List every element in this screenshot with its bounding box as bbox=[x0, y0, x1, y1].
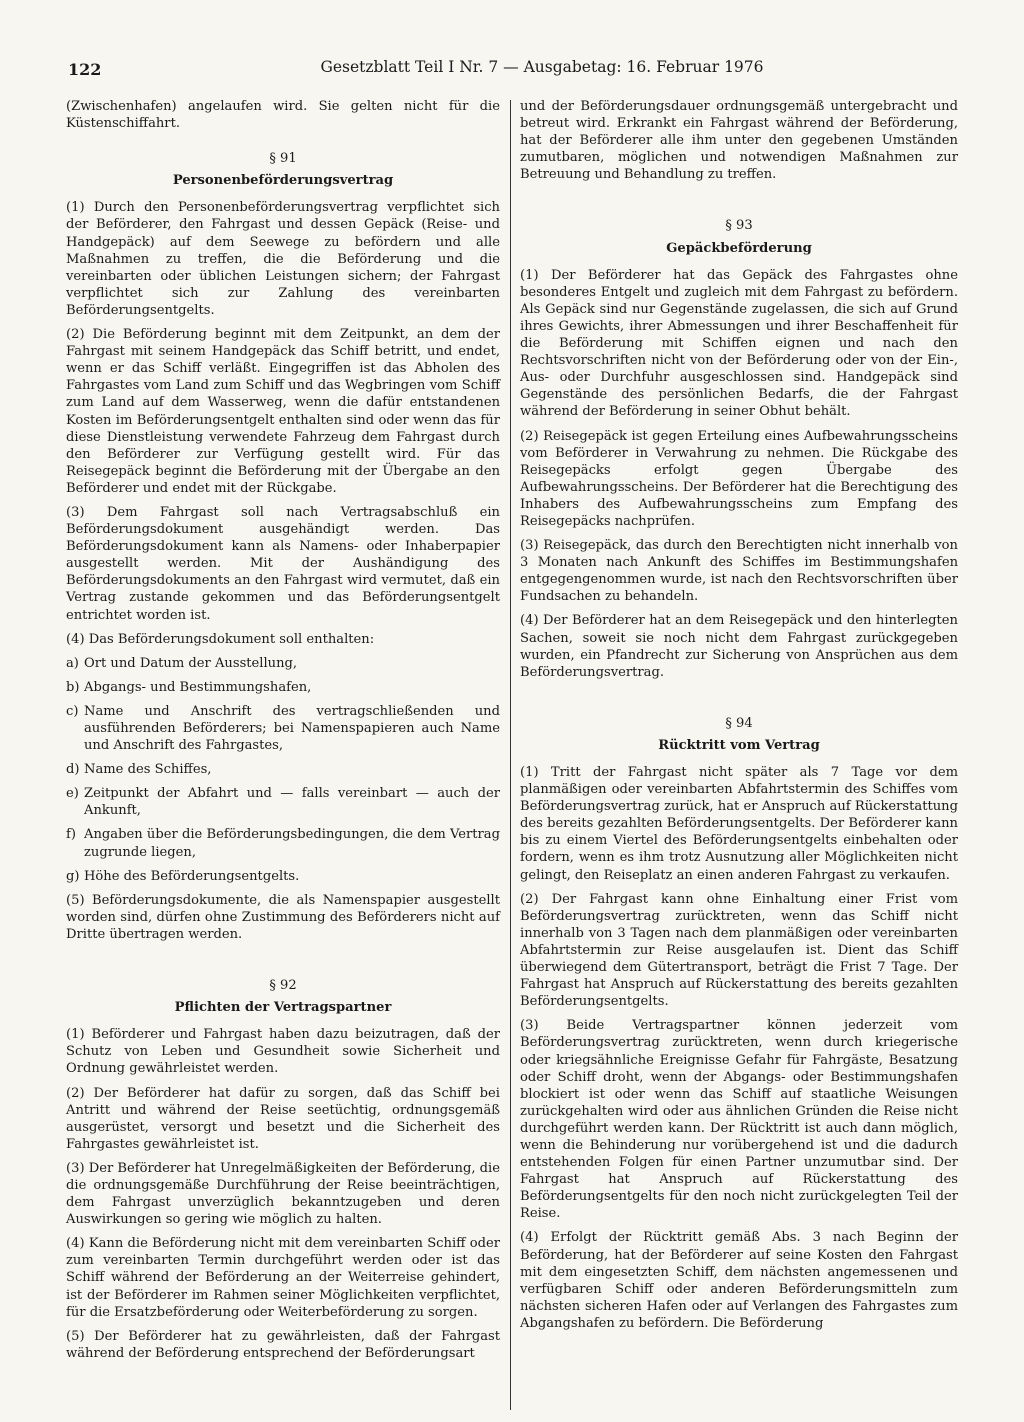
list-label: b) bbox=[66, 679, 80, 695]
list-item bbox=[66, 655, 500, 672]
paragraph: (2) Die Beförderung beginnt mit dem Zeitpunkt, an dem der Fahrgast mit seinem Handgepäck das Schiff betritt, und endet, wenn er das Schiff verläßt. Eingegriffen ist das Abholen des Fahrgastes vom Land zum Schiff und das Wegbringen vom Schiff zum Land auf dem Wasserweg, wenn die dafür entstandenen Kosten im Beförderungsentgelt enthalten sind oder wenn das für diese Dienstleistung verwendete Fahrzeug dem Fahrgast durch den Beförderer zur Verfügung gestellt wird. Für das Reisegepäck beginnt die Beförderung mit der Übergabe an den Beförderer und endet mit der Rückgabe. bbox=[66, 327, 500, 496]
section-number-91: § 91 bbox=[269, 151, 297, 167]
section-number-93: § 93 bbox=[725, 218, 753, 234]
list-text: Name und Anschrift des vertragschließenden und ausführenden Beförderers; bei Namenspapieren auch Name und Anschrift des Fahrgastes, bbox=[84, 703, 500, 754]
paragraph: (4) Erfolgt der Rücktritt gemäß Abs. 3 nach Beginn der Beförderung, hat der Beförderer auf seine Kosten den Fahrgast mit dem eingesetzten Schiff, dem nächsten angemessenen und verfügbaren Schiff oder anderen Beförderungsmitteln zum nächsten sicheren Hafen oder auf Verlangen des Fahrgastes zum Abgangshafen zu befördern. Die Beförderung bbox=[520, 1230, 958, 1331]
section-number-92: § 92 bbox=[269, 978, 297, 994]
list-item bbox=[66, 868, 500, 885]
list-label: g) bbox=[66, 868, 80, 884]
list-item bbox=[66, 761, 500, 778]
paragraph: (1) Der Beförderer hat das Gepäck des Fahrgastes ohne besonderes Entgelt und zugleich mit dem Fahrgast zu befördern. Als Gepäck sind nur Gegenstände zugelassen, die sich auf Grund ihres Gewichts, ihrer Abmessungen und ihrer Beschaffenheit für die Beförderung mit Schiffen eignen und nach den Rechtsvorschriften nicht von der Beförderung oder von der Ein-, Aus- oder Durchfuhr ausgeschlossen sind. Handgepäck sind Gegenstände des persönlichen Bedarfs, die der Fahrgast während der Beförderung in seiner Obhut behält. bbox=[520, 267, 958, 420]
continuation-paragraph: und der Beförderungsdauer ordnungsgemäß untergebracht und betreut wird. Erkrankt ein Fahrgast während der Beförderung, hat der Beförderer alle ihm unter den gegebenen Umständen zumutbaren, möglichen und notwendigen Maßnahmen zur Betreuung und Behandlung zu treffen. bbox=[520, 99, 958, 183]
list-item bbox=[66, 785, 500, 819]
paragraph: (5) Beförderungsdokumente, die als Namenspapier ausgestellt worden sind, dürfen ohne Zustimmung des Beförderers nicht auf Dritte übertragen werden. bbox=[66, 892, 500, 942]
paragraph: (3) Beide Vertragspartner können jederzeit vom Beförderungsvertrag zurücktreten, wenn durch kriegerische oder kriegsähnliche Ereignisse Gefahr für Fahrgäste, Besatzung oder Schiff droht, wenn der Abgangs- oder Bestimmungshafen blockiert ist oder wenn das Schiff auf staatliche Weisungen zurückgehalten wird oder aus ähnlichen Gründen die Reise nicht durchgeführt werden kann. Der Rücktritt ist auch dann möglich, wenn die Behinderung nur vorübergehend ist und die dadurch entstehenden Folgen für einen Partner unzumutbar sind. Der Fahrgast hat Anspruch auf Rückerstattung des Beförderungsentgelts für den noch nicht zurückgelegten Teil der Reise. bbox=[520, 1018, 958, 1222]
page-number: 122 bbox=[68, 60, 102, 79]
continuation-paragraph: (Zwischenhafen) angelaufen wird. Sie gelten nicht für die Küstenschiffahrt. bbox=[66, 99, 500, 132]
running-header: Gesetzblatt Teil I Nr. 7 — Ausgabetag: 16. Februar 1976 bbox=[320, 58, 764, 76]
list-item bbox=[66, 826, 500, 860]
paragraph: (5) Der Beförderer hat zu gewährleisten, daß der Fahrgast während der Beförderung entsprechend der Beförderungsart bbox=[66, 1328, 500, 1361]
paragraph: (3) Reisegepäck, das durch den Berechtigten nicht innerhalb von 3 Monaten nach Ankunft des Schiffes im Bestimmungshafen entgegengenommen wurde, ist nach den Rechtsvorschriften über Fundsachen zu behandeln. bbox=[520, 538, 958, 605]
list-item bbox=[66, 703, 500, 754]
paragraph: (2) Der Beförderer hat dafür zu sorgen, daß das Schiff bei Antritt und während der Reise seetüchtig, ordnungsgemäß ausgerüstet, versorgt und besetzt und die Sicherheit des Fahrgastes gewährleistet ist. bbox=[66, 1085, 500, 1152]
section-number-94: § 94 bbox=[725, 715, 753, 731]
paragraph: (4) Der Beförderer hat an dem Reisegepäck und den hinterlegten Sachen, soweit sie noch nicht dem Fahrgast zurückgegeben wurden, ein Pfandrecht zur Sicherung von Ansprüchen aus dem Beförderungsvertrag. bbox=[520, 613, 958, 680]
list-text: Angaben über die Beförderungsbedingungen, die dem Vertrag zugrunde liegen, bbox=[84, 827, 500, 860]
list-label: a) bbox=[66, 655, 79, 671]
right-column bbox=[520, 98, 958, 1339]
paragraph: (4) Das Beförderungsdokument soll enthalten: bbox=[66, 631, 375, 647]
list-item bbox=[66, 679, 500, 696]
left-column bbox=[66, 98, 500, 1369]
list-text: Abgangs- und Bestimmungshafen, bbox=[84, 679, 312, 695]
section-title-93: Gepäckbeförderung bbox=[666, 240, 812, 256]
paragraph: (3) Dem Fahrgast soll nach Vertragsabschluß ein Beförderungsdokument ausgehändigt werden. Das Beförderungsdokument kann als Namens- oder Inhaberpapier ausgestellt werden. Mit der Aushändigung des Beförderungsdokuments an den Fahrgast wird vermutet, daß ein Vertrag zustande gekommen und das Beförderungsentgelt entrichtet worden ist. bbox=[66, 504, 500, 623]
section-title-92: Pflichten der Vertragspartner bbox=[174, 1000, 392, 1016]
list-text: Ort und Datum der Ausstellung, bbox=[84, 655, 298, 671]
list-text: Name des Schiffes, bbox=[84, 762, 212, 778]
list-text: Zeitpunkt der Abfahrt und — falls vereinbart — auch der Ankunft, bbox=[84, 786, 500, 819]
list-label: e) bbox=[66, 786, 79, 802]
paragraph: (1) Durch den Personenbeförderungsvertrag verpflichtet sich der Beförderer, den Fahrgast und dessen Gepäck (Reise- und Handgepäck) auf dem Seewege zu befördern und alle Maßnahmen zu treffen, die die Beförderung und die vereinbarten oder üblichen Leistungen sichern; der Fahrgast verpflichtet sich zur Zahlung des vereinbarten Beförderungsentgelts. bbox=[66, 200, 500, 318]
list-text: Höhe des Beförderungsentgelts. bbox=[84, 868, 300, 884]
section-title-94: Rücktritt vom Vertrag bbox=[658, 737, 820, 753]
paragraph: (4) Kann die Beförderung nicht mit dem vereinbarten Schiff oder zum vereinbarten Termin durchgeführt werden oder ist das Schiff während der Beförderung an der Weiterreise gehindert, ist der Beförderer im Rahmen seiner Möglichkeiten verpflichtet, für die Ersatzbeförderung oder Weiterbeförderung zu sorgen. bbox=[66, 1236, 500, 1320]
paragraph: (1) Tritt der Fahrgast nicht später als 7 Tage vor dem planmäßigen oder vereinbarten Abfahrtstermin des Schiffes vom Beförderungsvertrag zurück, hat er Anspruch auf Rückerstattung des bereits gezahlten Beförderungsentgelts. Der Beförderer kann bis zu einem Viertel des Beförderungsentgelts einbehalten oder fordern, wenn es ihm trotz Ausnutzung aller Möglichkeiten nicht gelingt, den Reiseplatz an einen anderen Fahrgast zu verkaufen. bbox=[520, 765, 958, 883]
list-label: c) bbox=[66, 703, 79, 719]
paragraph: (2) Reisegepäck ist gegen Erteilung eines Aufbewahrungsscheins vom Beförderer in Verwahrung zu nehmen. Die Rückgabe des Reisegepäcks erfolgt gegen Übergabe des Aufbewahrungsscheins. Der Beförderer hat die Berechtigung des Inhabers des Aufbewahrungsscheins zum Empfang des Reisegepäcks nachprüfen. bbox=[520, 428, 958, 529]
list-label: d) bbox=[66, 762, 80, 778]
paragraph: (1) Beförderer und Fahrgast haben dazu beizutragen, daß der Schutz von Leben und Gesundheit sowie Sicherheit und Ordnung gewährleistet werden. bbox=[66, 1027, 500, 1077]
column-divider bbox=[510, 100, 511, 1410]
section-title-91: Personenbeförderungsvertrag bbox=[172, 173, 394, 189]
paragraph: (2) Der Fahrgast kann ohne Einhaltung einer Frist vom Beförderungsvertrag zurücktreten, wenn das Schiff nicht innerhalb von 3 Tagen nach dem planmäßigen oder vereinbarten Abfahrtstermin zur Reise ausgelaufen ist. Dient das Schiff überwiegend dem Gütertransport, beträgt die Frist 7 Tage. Der Fahrgast hat Anspruch auf Rückerstattung des bereits gezahlten Beförderungsentgelts. bbox=[520, 891, 958, 1010]
paragraph: (3) Der Beförderer hat Unregelmäßigkeiten der Beförderung, die die ordnungsgemäße Durchführung der Reise beeinträchtigen, dem Fahrgast unverzüglich bekanntzugeben und deren Auswirkungen so gering wie möglich zu halten. bbox=[66, 1160, 500, 1228]
list-label: f) bbox=[66, 827, 76, 843]
